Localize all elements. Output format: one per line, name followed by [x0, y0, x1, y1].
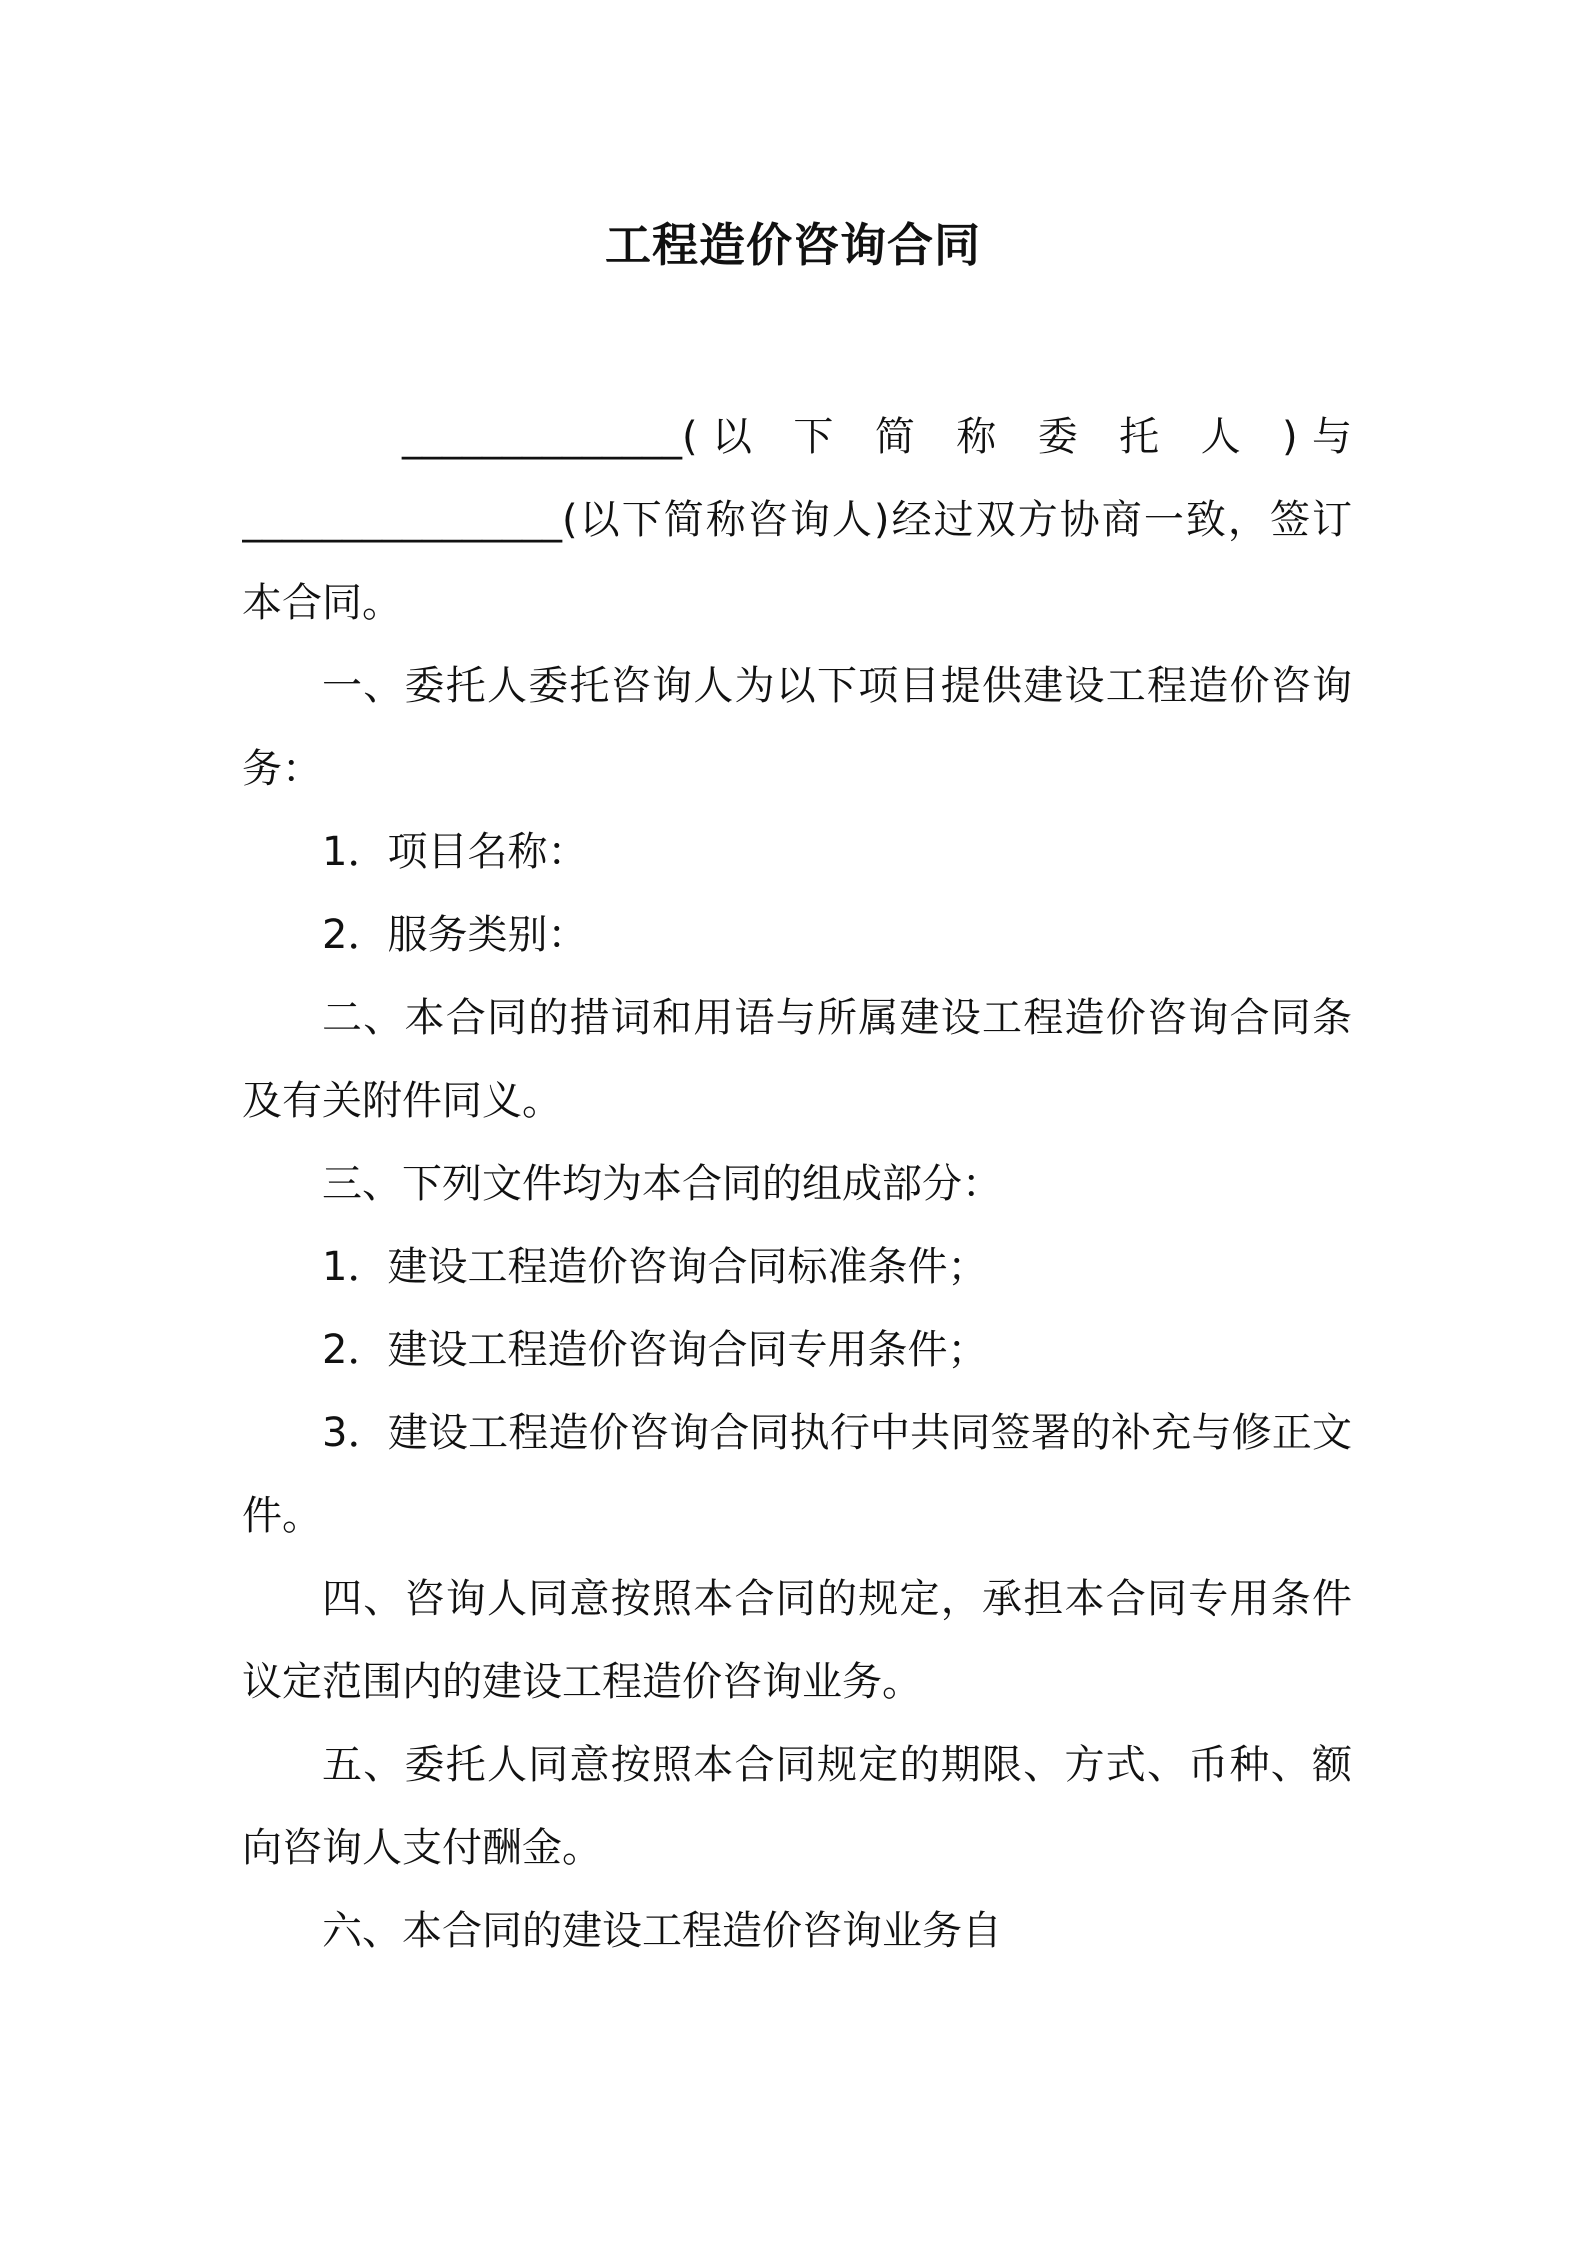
clause-1-line-1: 一、委托人委托咨询人为以下项目提供建设工程造价咨询 [322, 663, 1352, 709]
clause-1-line-2: 务： [242, 746, 322, 792]
clause-4-line-2: 议定范围内的建设工程造价咨询业务。 [242, 1659, 922, 1705]
document-list-item-3-line-1: 3．建设工程造价咨询合同执行中共同签署的补充与修正文 [322, 1410, 1352, 1456]
document-body [242, 396, 1352, 1973]
clause-6-line-1: 六、本合同的建设工程造价咨询业务自 [322, 1908, 1002, 1954]
clause-5-line-1: 五、委托人同意按照本合同规定的期限、方式、币种、额 [322, 1742, 1352, 1788]
clause-5-line-2: 向咨询人支付酬金。 [242, 1825, 602, 1871]
clause-3-heading: 三、下列文件均为本合同的组成部分： [322, 1161, 1002, 1207]
document-list-item-1: 1．建设工程造价咨询合同标准条件； [322, 1244, 988, 1290]
clause-2-line-1: 二、本合同的措词和用语与所属建设工程造价咨询合同条 [322, 995, 1352, 1041]
project-name-item: 1．项目名称： [322, 829, 588, 875]
clause-4-line-1: 四、咨询人同意按照本合同的规定，承担本合同专用条件 [322, 1576, 1352, 1622]
parties-line-3: 本合同。 [242, 580, 402, 626]
clause-2-line-2: 及有关附件同义。 [242, 1078, 562, 1124]
service-category-item: 2．服务类别： [322, 912, 588, 958]
document-list-item-3-line-2: 件。 [242, 1493, 322, 1539]
document-list-item-2: 2．建设工程造价咨询合同专用条件； [322, 1327, 988, 1373]
parties-line-1: ______________(以 下 简 称 委 托 人 )与 [402, 414, 1352, 460]
parties-line-2: ________________(以下简称咨询人)经过双方协商一致，签订 [242, 497, 1352, 543]
document-title: 工程造价咨询合同 [605, 218, 981, 272]
